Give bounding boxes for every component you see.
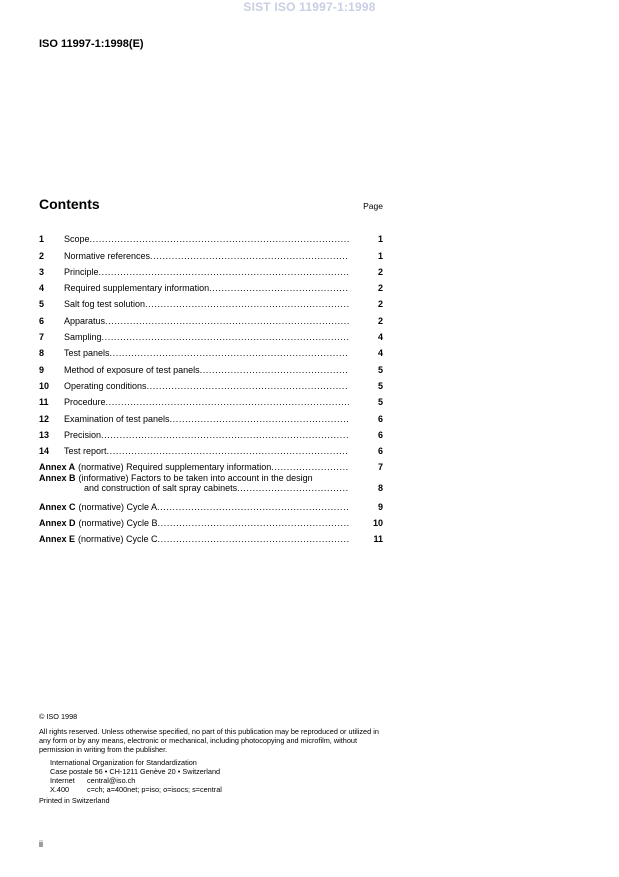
toc-entry[interactable] [39,358,383,374]
dot-leader [145,299,349,309]
annex-label: Annex E [39,534,76,545]
contents-heading: Contents [39,196,100,212]
organization-name: International Organization for Standardization [50,758,197,767]
table-of-contents [39,228,383,544]
toc-title: Procedure [64,397,106,408]
dot-leader [150,251,349,261]
toc-entry[interactable] [39,391,383,407]
annex-title: (normative) Required supplementary information [78,462,272,473]
dot-leader [107,446,349,456]
toc-entry[interactable] [39,407,383,423]
toc-entry[interactable] [39,375,383,391]
organization-address [39,758,384,794]
toc-page: 1 [377,234,383,245]
dot-leader [158,534,349,544]
toc-page: 2 [377,283,383,294]
toc-entry[interactable] [39,342,383,358]
toc-entry[interactable] [39,326,383,342]
internet-address[interactable]: central@iso.ch [87,776,136,785]
toc-number: 9 [39,364,45,375]
toc-title: Scope [64,234,90,245]
toc-number: 5 [39,299,45,310]
dot-leader [105,316,349,326]
x400-label: X.400 [50,785,70,794]
annex-label: Annex C [39,501,76,512]
dot-leader [102,332,349,342]
annex-title-continued: and construction of salt spray cabinets [84,483,238,494]
toc-annex-entry[interactable] [39,473,383,493]
toc-page: 8 [377,483,383,494]
toc-number: 7 [39,332,45,343]
internet-label: Internet [50,776,75,785]
annex-title: (normative) Cycle B [78,518,158,529]
toc-entry[interactable] [39,440,383,456]
page-number: ii [39,839,43,849]
toc-page: 5 [377,364,383,375]
dot-leader [157,502,349,512]
toc-number: 8 [39,348,45,359]
toc-title: Apparatus [64,315,106,326]
toc-page: 4 [377,348,383,359]
toc-entry[interactable] [39,228,383,244]
toc-page: 1 [377,250,383,261]
toc-number: 11 [39,397,49,408]
dot-leader [90,234,349,244]
toc-number: 12 [39,413,50,424]
toc-entry[interactable] [39,277,383,293]
toc-entry[interactable] [39,244,383,260]
dot-leader [170,414,349,424]
toc-page: 6 [377,429,383,440]
toc-page: 4 [377,332,383,343]
toc-title: Required supplementary information [64,283,210,294]
toc-page: 10 [372,518,383,529]
toc-entry[interactable] [39,293,383,309]
toc-number: 2 [39,250,45,261]
toc-entry[interactable] [39,309,383,325]
annex-title: (normative) Cycle C [78,534,158,545]
toc-number: 6 [39,315,45,326]
printed-in: Printed in Switzerland [39,796,110,805]
toc-title: Test report [64,446,107,457]
x400-address: c=ch; a=400net; p=iso; o=isocs; s=central [87,785,222,794]
toc-number: 13 [39,429,50,440]
toc-annex-entry[interactable] [39,512,383,528]
annex-label: Annex A [39,462,76,473]
dot-leader [99,267,349,277]
toc-title: Normative references [64,250,151,261]
postal-address: Case postale 56 • CH-1211 Genève 20 • Switzerland [50,767,221,776]
document-id: ISO 11997-1:1998(E) [39,38,144,50]
toc-number: 3 [39,266,45,277]
toc-number: 4 [39,283,45,294]
annex-label: Annex B [39,473,76,484]
dot-leader [237,483,349,493]
toc-entry[interactable] [39,261,383,277]
copyright-footer [39,712,384,805]
dot-leader [158,518,349,528]
toc-title: Salt fog test solution [64,299,146,310]
toc-title: Test panels [64,348,110,359]
toc-title: Method of exposure of test panels [64,364,200,375]
page-column-label: Page [363,201,383,211]
dot-leader [200,365,349,375]
toc-title: Operating conditions [64,380,147,391]
toc-number: 10 [39,380,50,391]
toc-page: 2 [377,315,383,326]
watermark: SIST ISO 11997-1:1998 [243,0,376,14]
dot-leader [101,430,349,440]
toc-number: 1 [39,234,45,245]
toc-title: Principle [64,266,99,277]
rights-statement: All rights reserved. Unless otherwise specified, no part of this publication may be reproduced or utilized in any form or by any means, electronic or mechanical, including photocopying and microfilm, without permission in writing from the publisher. [39,727,379,754]
toc-page: 9 [377,501,383,512]
toc-page: 6 [377,446,383,457]
toc-number: 14 [39,446,50,457]
toc-page: 2 [377,266,383,277]
toc-annex-entry[interactable] [39,456,383,472]
toc-page: 5 [377,380,383,391]
toc-title: Sampling [64,332,102,343]
toc-annex-entry[interactable] [39,528,383,544]
dot-leader [110,348,349,358]
dot-leader [106,397,349,407]
toc-page: 11 [373,534,383,545]
toc-page: 5 [377,397,383,408]
dot-leader [209,283,349,293]
dot-leader [147,381,349,391]
toc-page: 2 [377,299,383,310]
toc-title: Precision [64,429,102,440]
annex-title: (informative) Factors to be taken into account in the design [78,473,313,484]
toc-annex-entry[interactable] [39,495,383,511]
toc-page: 6 [377,413,383,424]
toc-entry[interactable] [39,424,383,440]
copyright-notice: © ISO 1998 [39,712,78,721]
toc-title: Examination of test panels [64,413,170,424]
toc-page: 7 [377,462,383,473]
dot-leader [271,462,349,472]
annex-title: (normative) Cycle A [78,501,158,512]
annex-label: Annex D [39,518,76,529]
